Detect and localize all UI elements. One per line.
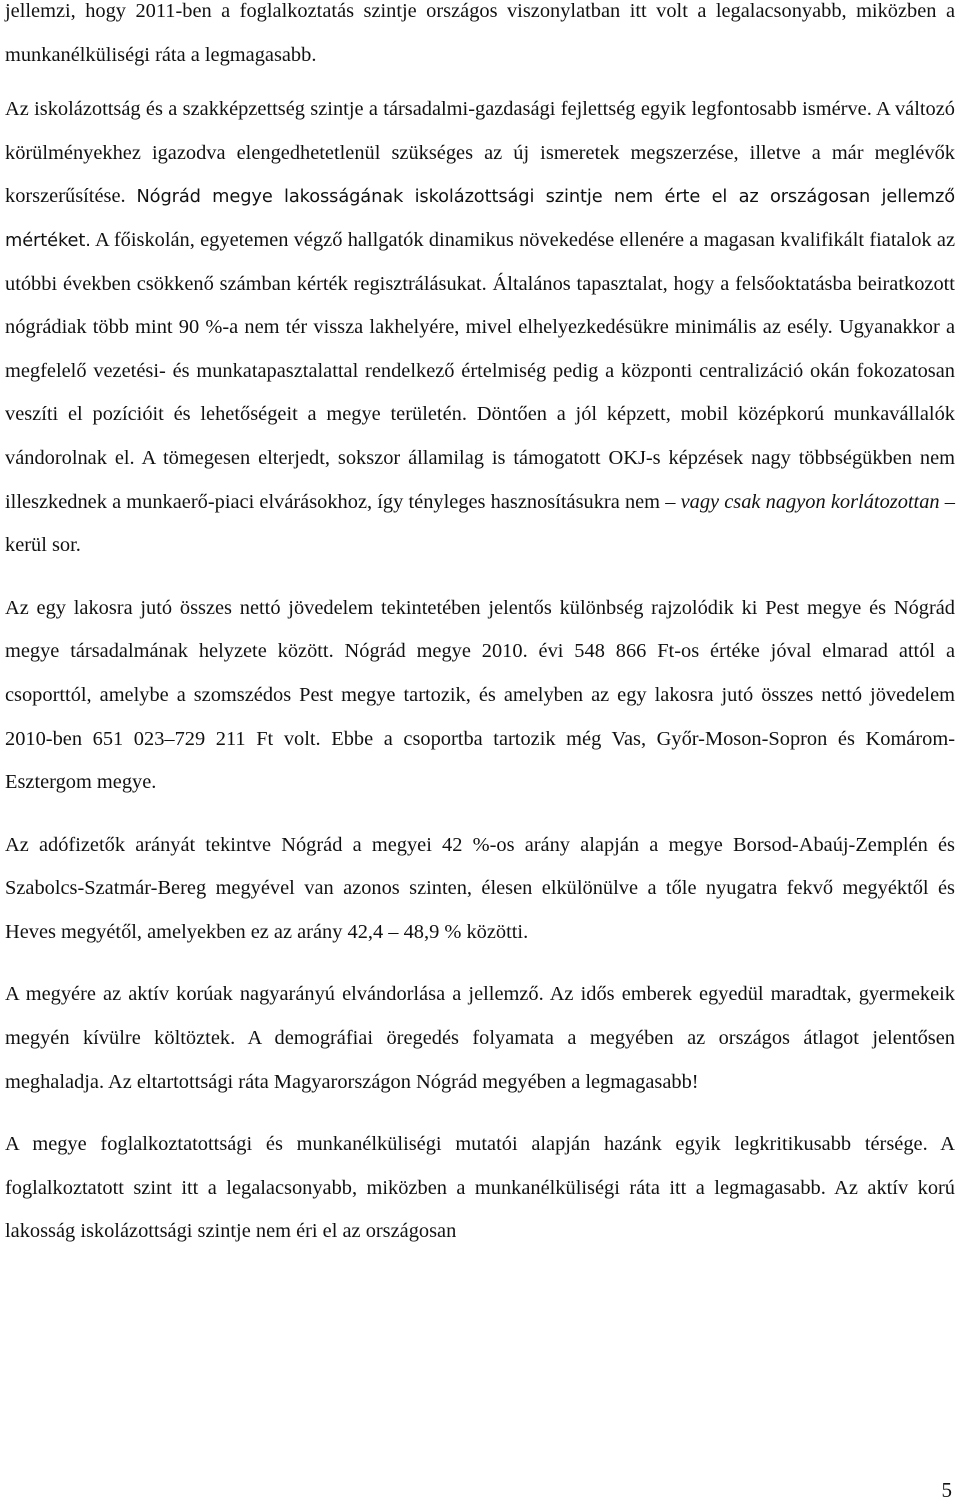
paragraph-taxpayers: Az adófizetők arányát tekintve Nógrád a megyei 42 %-os arány alapján a megye Borsod-Abaúj-Zemplén és Szabolcs-Szatmár-Bereg megyével van azonos szinten, élesen elkülönülve a tőle nyugatra fekvő megyéktől és Heves megyétől, amelyekben ez az arány 42,4 – 48,9 % közötti.	[5, 833, 955, 943]
sentence-workers-emigrate: Döntően a jól képzett, mobil középkorú munkavállalók vándorolnak el.	[5, 403, 955, 469]
paragraph-employment-intro: jellemzi, hogy 2011-ben a foglalkoztatás szintje országos viszonylatban itt volt a legalacsonyabb, miközben a munkanélküliségi ráta a legmagasabb.	[5, 0, 955, 66]
sentence-education-measure: Az iskolázottság és a szakképzettség szintje a társadalmi-gazdasági fejlettség egyik legfontosabb ismérve.	[5, 98, 872, 121]
emphasis-limited-use: vagy csak nagyon korlátozottan	[680, 490, 940, 513]
paragraph-education	[5, 88, 955, 568]
sentence-nograd-education-level: Nógrád megye lakosságának iskolázottsági szintje nem érte el az országosan jellemző mértéket.	[5, 186, 955, 251]
sentence-intellectuals-positions: Ugyanakkor a megfelelő vezetési- és munkatapasztalattal rendelkező értelmiség pedig a központi centralizáció okán fokozatosan veszíti el pozícióit és lehetőségeit a megye területén.	[5, 316, 955, 426]
sentence-graduates-not-returning: Általános tapasztalat, hogy a felsőoktatásba beiratkozott nógrádiak több mint 90 %-a nem tér vissza lakhelyére, mivel elhelyezkedésükre minimális az esély.	[5, 272, 955, 339]
sentence-knowledge-acquisition: A változó körülményekhez igazodva elengedhetetlenül szükséges az új ismeretek megszerzése, illetve a már meglévők korszerűsítése.	[5, 98, 955, 208]
sentence-okj-trainings-end: – kerül sor.	[5, 490, 955, 557]
sentence-okj-trainings: A tömegesen elterjedt, sokszor államilag is támogatott OKJ-s képzések nagy többségükben nem illeszkednek a munkaerő-piaci elvárásokhoz, így tényleges hasznosításukra nem –	[5, 446, 955, 513]
document-page	[5, 0, 955, 1254]
paragraph-employment-indicators: A megye foglalkoztatottsági és munkanélküliségi mutatói alapján hazánk egyik legkritikusabb térsége. A foglalkoztatott szint itt a legalacsonyabb, miközben a munkanélküliségi ráta itt a legmagasabb. Az aktív korú lakosság iskolázottsági szintje nem éri el az országosan	[5, 1133, 955, 1243]
sentence-graduates-registration: A főiskolán, egyetemen végző hallgatók dinamikus növekedése ellenére a magasan kvalifikált fiatalok az utóbbi években csökkenő számban kérték regisztrálásukat.	[5, 228, 955, 295]
paragraph-aging-population: A megyére az aktív korúak nagyarányú elvándorlása a jellemző. Az idős emberek egyedül maradtak, gyermekeik megyén kívülre költöztek. A demográfiai öregedés folyamata a megyében az országos átlagot jelentősen meghaladja. Az eltartottsági ráta Magyarországon Nógrád megyében a legmagasabb!	[5, 983, 955, 1093]
page-number: 5	[941, 1478, 952, 1502]
paragraph-net-income: Az egy lakosra jutó összes nettó jövedelem tekintetében jelentős különbség rajzolódik ki Pest megye és Nógrád megye társadalmának helyzete között. Nógrád megye 2010. évi 548 866 Ft-os értéke jóval elmarad attól a csoporttól, amelybe a szomszédos Pest megye tartozik, és amelyben az egy lakosra jutó összes nettó jövedelem 2010-ben 651 023–729 211 Ft volt. Ebbe a csoportba tartozik még Vas, Győr-Moson-Sopron és Komárom-Esztergom megye.	[5, 596, 955, 794]
